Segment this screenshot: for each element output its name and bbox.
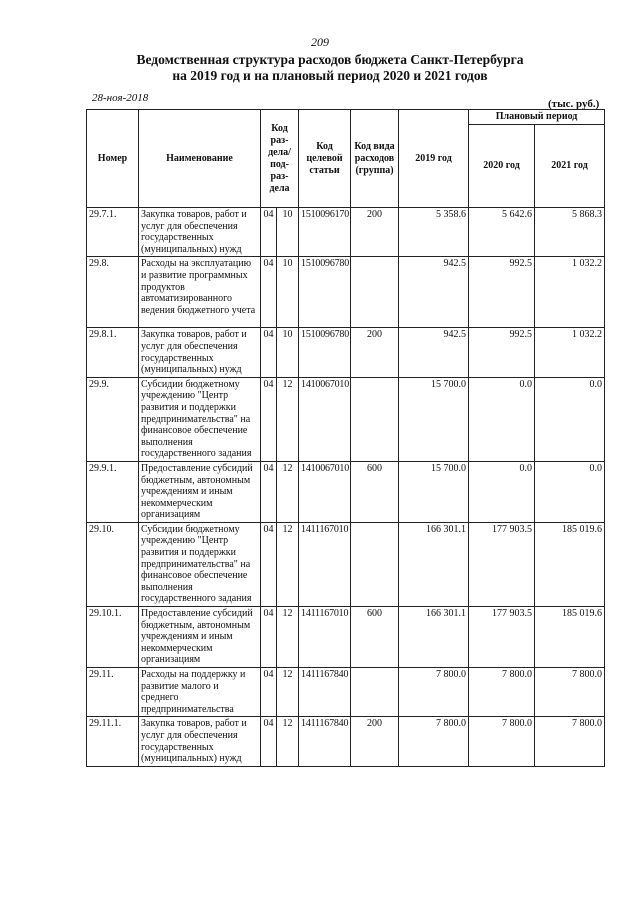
row-value-2020: 992.5 bbox=[469, 328, 535, 377]
row-subsection: 12 bbox=[277, 461, 299, 522]
row-name: Закупка товаров, работ и услуг для обеспечения государственных (муниципальных) нужд bbox=[139, 717, 261, 766]
title-line-1: Ведомственная структура расходов бюджета Санкт-Петербурга bbox=[136, 52, 524, 67]
row-section: 04 bbox=[261, 377, 277, 461]
table-row bbox=[87, 328, 605, 377]
row-name: Предоставление субсидий бюджетным, автономным учреждениям и иным некоммерческим организациям bbox=[139, 461, 261, 522]
page-number: 209 bbox=[311, 35, 329, 49]
row-value-2020: 5 642.6 bbox=[469, 208, 535, 257]
table-row bbox=[87, 522, 605, 606]
row-name: Закупка товаров, работ и услуг для обеспечения государственных (муниципальных) нужд bbox=[139, 208, 261, 257]
row-value-2020: 177 903.5 bbox=[469, 522, 535, 606]
header-number: Номер bbox=[87, 110, 139, 208]
row-name: Субсидии бюджетному учреждению "Центр развития и поддержки предпринимательства" на финансовое обеспечение выполнения государственного задания bbox=[139, 522, 261, 606]
header-planned-period: Плановый период bbox=[469, 110, 605, 125]
row-name: Расходы на эксплуатацию и развитие программных продуктов автоматизированного ведения бюджетного учета bbox=[139, 257, 261, 328]
row-value-2019: 166 301.1 bbox=[399, 607, 469, 668]
row-expense-type: 600 bbox=[351, 607, 399, 668]
row-target-code: 1410067010 bbox=[299, 461, 351, 522]
header-row-1 bbox=[87, 110, 605, 125]
row-value-2020: 7 800.0 bbox=[469, 668, 535, 717]
report-date: 28-ноя-2018 bbox=[92, 92, 149, 104]
header-2021: 2021 год bbox=[535, 125, 605, 208]
row-expense-type: 600 bbox=[351, 461, 399, 522]
row-section: 04 bbox=[261, 607, 277, 668]
row-section: 04 bbox=[261, 717, 277, 766]
table-row bbox=[87, 607, 605, 668]
row-number: 29.11.1. bbox=[87, 717, 139, 766]
budget-table bbox=[86, 109, 605, 767]
row-value-2019: 15 700.0 bbox=[399, 377, 469, 461]
row-expense-type bbox=[351, 668, 399, 717]
row-subsection: 12 bbox=[277, 377, 299, 461]
row-value-2020: 992.5 bbox=[469, 257, 535, 328]
row-subsection: 12 bbox=[277, 522, 299, 606]
row-number: 29.9. bbox=[87, 377, 139, 461]
row-number: 29.8.1. bbox=[87, 328, 139, 377]
row-name: Расходы на поддержку и развитие малого и среднего предпринимательства bbox=[139, 668, 261, 717]
row-number: 29.10. bbox=[87, 522, 139, 606]
row-value-2019: 7 800.0 bbox=[399, 668, 469, 717]
row-subsection: 12 bbox=[277, 607, 299, 668]
table-row bbox=[87, 461, 605, 522]
row-section: 04 bbox=[261, 328, 277, 377]
header-expense-type-code: Код вида расходов (группа) bbox=[351, 110, 399, 208]
row-target-code: 1510096780 bbox=[299, 328, 351, 377]
row-target-code: 1411167010 bbox=[299, 607, 351, 668]
row-value-2019: 5 358.6 bbox=[399, 208, 469, 257]
row-value-2020: 177 903.5 bbox=[469, 607, 535, 668]
header-section-code: Код раз-дела/ под-раз-дела bbox=[261, 110, 299, 208]
currency-units: (тыс. руб.) bbox=[548, 98, 600, 110]
row-target-code: 1411167010 bbox=[299, 522, 351, 606]
table-row bbox=[87, 208, 605, 257]
row-value-2021: 0.0 bbox=[535, 377, 605, 461]
row-target-code: 1510096170 bbox=[299, 208, 351, 257]
row-expense-type: 200 bbox=[351, 717, 399, 766]
row-expense-type: 200 bbox=[351, 208, 399, 257]
header-2020: 2020 год bbox=[469, 125, 535, 208]
row-subsection: 12 bbox=[277, 668, 299, 717]
row-target-code: 1510096780 bbox=[299, 257, 351, 328]
table-row bbox=[87, 377, 605, 461]
row-expense-type bbox=[351, 522, 399, 606]
row-value-2021: 7 800.0 bbox=[535, 717, 605, 766]
table-body bbox=[87, 208, 605, 767]
row-number: 29.11. bbox=[87, 668, 139, 717]
row-subsection: 10 bbox=[277, 257, 299, 328]
table-row bbox=[87, 668, 605, 717]
row-number: 29.9.1. bbox=[87, 461, 139, 522]
row-value-2021: 185 019.6 bbox=[535, 522, 605, 606]
row-expense-type bbox=[351, 377, 399, 461]
row-subsection: 10 bbox=[277, 328, 299, 377]
row-number: 29.10.1. bbox=[87, 607, 139, 668]
row-subsection: 12 bbox=[277, 717, 299, 766]
row-name: Предоставление субсидий бюджетным, автономным учреждениям и иным некоммерческим организациям bbox=[139, 607, 261, 668]
row-value-2019: 942.5 bbox=[399, 257, 469, 328]
row-section: 04 bbox=[261, 257, 277, 328]
row-target-code: 1411167840 bbox=[299, 668, 351, 717]
row-name: Закупка товаров, работ и услуг для обеспечения государственных (муниципальных) нужд bbox=[139, 328, 261, 377]
row-value-2021: 1 032.2 bbox=[535, 257, 605, 328]
row-subsection: 10 bbox=[277, 208, 299, 257]
row-value-2021: 5 868.3 bbox=[535, 208, 605, 257]
row-name: Субсидии бюджетному учреждению "Центр развития и поддержки предпринимательства" на финансовое обеспечение выполнения государственного задания bbox=[139, 377, 261, 461]
row-expense-type bbox=[351, 257, 399, 328]
row-value-2019: 166 301.1 bbox=[399, 522, 469, 606]
row-value-2019: 942.5 bbox=[399, 328, 469, 377]
row-target-code: 1411167840 bbox=[299, 717, 351, 766]
table-row bbox=[87, 717, 605, 766]
row-section: 04 bbox=[261, 461, 277, 522]
header-target-code: Код целевой статьи bbox=[299, 110, 351, 208]
row-value-2020: 7 800.0 bbox=[469, 717, 535, 766]
row-value-2021: 1 032.2 bbox=[535, 328, 605, 377]
row-number: 29.7.1. bbox=[87, 208, 139, 257]
row-value-2019: 7 800.0 bbox=[399, 717, 469, 766]
row-value-2021: 0.0 bbox=[535, 461, 605, 522]
header-2019: 2019 год bbox=[399, 110, 469, 208]
row-number: 29.8. bbox=[87, 257, 139, 328]
row-section: 04 bbox=[261, 522, 277, 606]
title-line-2: на 2019 год и на плановый период 2020 и 2021 годов bbox=[172, 68, 488, 83]
header-name: Наименование bbox=[139, 110, 261, 208]
row-value-2019: 15 700.0 bbox=[399, 461, 469, 522]
row-value-2020: 0.0 bbox=[469, 461, 535, 522]
row-section: 04 bbox=[261, 208, 277, 257]
row-value-2021: 185 019.6 bbox=[535, 607, 605, 668]
row-value-2021: 7 800.0 bbox=[535, 668, 605, 717]
row-target-code: 1410067010 bbox=[299, 377, 351, 461]
row-section: 04 bbox=[261, 668, 277, 717]
table-row bbox=[87, 257, 605, 328]
row-value-2020: 0.0 bbox=[469, 377, 535, 461]
page-title bbox=[80, 52, 580, 84]
row-expense-type: 200 bbox=[351, 328, 399, 377]
